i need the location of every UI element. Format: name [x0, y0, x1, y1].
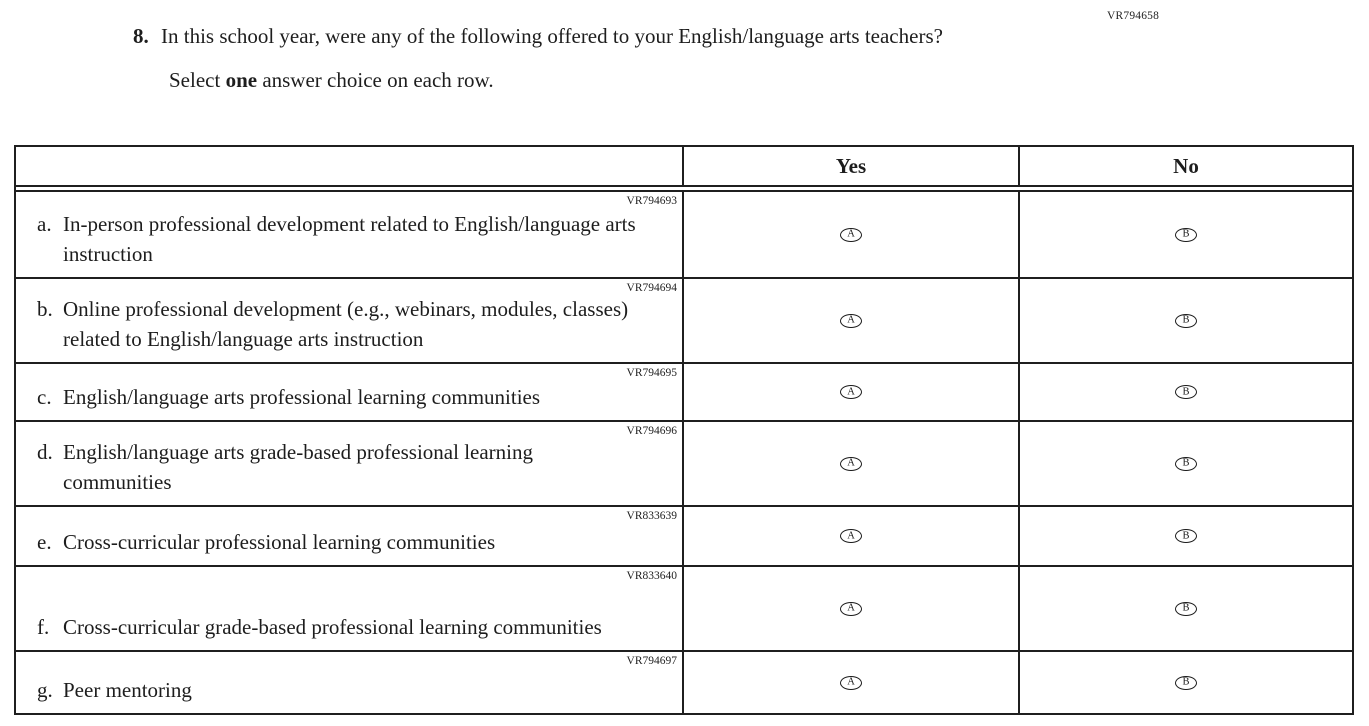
no-answer-cell	[1020, 192, 1352, 277]
no-option-bubble[interactable]	[1175, 529, 1197, 543]
yes-option-bubble[interactable]	[840, 385, 862, 399]
yes-answer-cell	[684, 192, 1020, 277]
yes-answer-cell	[684, 422, 1020, 505]
option-letter-a: A	[847, 457, 855, 469]
answer-table	[14, 145, 1354, 715]
option-letter-a: A	[847, 228, 855, 240]
item-letter: g.	[37, 677, 53, 702]
no-option-bubble[interactable]	[1175, 676, 1197, 690]
option-letter-b: B	[1182, 386, 1190, 398]
table-row-f	[16, 567, 1352, 652]
option-letter-a: A	[847, 602, 855, 614]
option-letter-b: B	[1182, 314, 1190, 326]
option-letter-b: B	[1182, 676, 1190, 688]
question-form-code: VR794658	[1107, 10, 1160, 22]
item-letter: d.	[37, 439, 53, 464]
item-label: Peer mentoring	[63, 677, 192, 702]
item-letter: b.	[37, 296, 53, 321]
table-row-a	[16, 192, 1352, 279]
no-answer-cell	[1020, 422, 1352, 505]
item-code: VR794694	[626, 282, 677, 294]
no-answer-cell	[1020, 364, 1352, 420]
table-row-g	[16, 652, 1352, 713]
table-row-e	[16, 507, 1352, 567]
option-letter-a: A	[847, 314, 855, 326]
option-letter-a: A	[847, 676, 855, 688]
question-instruction	[169, 68, 1038, 93]
row-label-cell	[16, 422, 684, 505]
item-code: VR794695	[626, 367, 677, 379]
option-letter-b: B	[1182, 602, 1190, 614]
yes-answer-cell	[684, 507, 1020, 565]
yes-option-bubble[interactable]	[840, 457, 862, 471]
no-option-bubble[interactable]	[1175, 228, 1197, 242]
header-stub-cell	[16, 147, 684, 185]
yes-answer-cell	[684, 279, 1020, 362]
row-label-cell	[16, 652, 684, 713]
yes-option-bubble[interactable]	[840, 529, 862, 543]
no-answer-cell	[1020, 507, 1352, 565]
no-option-bubble[interactable]	[1175, 457, 1197, 471]
option-letter-b: B	[1182, 530, 1190, 542]
item-code: VR794697	[626, 655, 677, 667]
row-label-cell	[16, 567, 684, 650]
question-text: In this school year, were any of the following offered to your English/language arts teachers?	[161, 24, 943, 48]
item-code: VR794696	[626, 425, 677, 437]
option-letter-a: A	[847, 530, 855, 542]
header-yes: Yes	[684, 147, 1020, 185]
no-option-bubble[interactable]	[1175, 314, 1197, 328]
option-letter-b: B	[1182, 228, 1190, 240]
yes-option-bubble[interactable]	[840, 314, 862, 328]
header-no: No	[1173, 153, 1199, 178]
item-code: VR794693	[626, 195, 677, 207]
question-number: 8.	[133, 24, 149, 48]
item-label: Cross-curricular grade-based professional learning communities	[63, 614, 602, 639]
row-label-cell	[16, 364, 684, 420]
item-label: In-person professional development related to English/language arts instruction	[63, 211, 636, 266]
no-option-bubble[interactable]	[1175, 602, 1197, 616]
item-letter: a.	[37, 211, 52, 236]
instruction-emphasis: one	[225, 67, 258, 92]
item-letter: e.	[37, 529, 52, 554]
yes-answer-cell	[684, 652, 1020, 713]
no-option-bubble[interactable]	[1175, 385, 1197, 399]
question-block	[133, 20, 1038, 93]
yes-option-bubble[interactable]	[840, 602, 862, 616]
no-answer-cell	[1020, 652, 1352, 713]
table-row-d	[16, 422, 1352, 507]
item-label: Cross-curricular professional learning communities	[63, 529, 496, 554]
yes-option-bubble[interactable]	[840, 228, 862, 242]
yes-answer-cell	[684, 567, 1020, 650]
instruction-post: answer choice on each row.	[257, 67, 494, 92]
item-code: VR833640	[626, 570, 677, 582]
table-row-b	[16, 279, 1352, 364]
item-letter: c.	[37, 384, 52, 409]
yes-option-bubble[interactable]	[840, 676, 862, 690]
item-code: VR833639	[626, 510, 677, 522]
row-label-cell	[16, 279, 684, 362]
option-letter-a: A	[847, 386, 855, 398]
yes-answer-cell	[684, 364, 1020, 420]
table-row-c	[16, 364, 1352, 422]
instruction-pre: Select	[169, 67, 226, 92]
row-label-cell	[16, 507, 684, 565]
no-answer-cell	[1020, 567, 1352, 650]
option-letter-b: B	[1182, 457, 1190, 469]
item-label: English/language arts professional learning communities	[63, 384, 541, 409]
item-label: Online professional development (e.g., webinars, modules, classes) related to English/language arts instruction	[63, 296, 629, 351]
no-answer-cell	[1020, 279, 1352, 362]
item-label: English/language arts grade-based professional learning communities	[63, 439, 534, 494]
row-label-cell	[16, 192, 684, 277]
table-header-row	[16, 147, 1352, 192]
item-letter: f.	[37, 614, 50, 639]
